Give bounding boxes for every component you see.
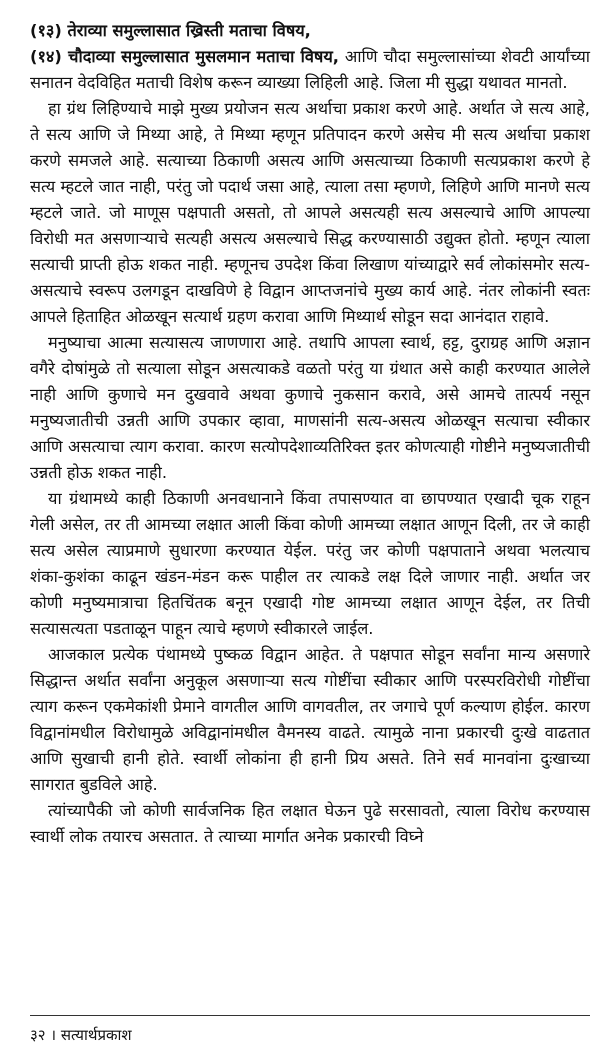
paragraph-2: मनुष्याचा आत्मा सत्यासत्य जाणणारा आहे. तथापि आपला स्वार्थ, हट्ट, दुराग्रह आणि अज्ञान वगैरे दोषांमुळे तो सत्याला सोडून असत्याकडे वळतो परंतु या ग्रंथात असे काही करण्यात आलेले नाही आणि कुणाचे मन दुखवावे अथवा कुणाचे नुकसान करावे, असे आमचे तात्पर्य नसून मनुष्यजातीची उन्नती आणि उपकार व्हावा, माणसांनी सत्य-असत्य ओळखून सत्याचा स्वीकार आणि असत्याचा त्याग करावा. कारण सत्योपदेशाव्यतिरिक्त इतर कोणत्याही गोष्टीने मनुष्यजातीची उन्नती होऊ शकत नाही.	[30, 333, 590, 482]
heading-chapter-14: (१४) चौदाव्या समुल्लासात मुसलमान मताचा विषय,	[30, 47, 339, 66]
paragraph-1: हा ग्रंथ लिहिण्याचे माझे मुख्य प्रयोजन सत्य अर्थाचा प्रकाश करणे आहे. अर्थात जे सत्य आहे, ते सत्य आणि जे मिथ्या आहे, ते मिथ्या म्हणून प्रतिपादन करणे असेच मी सत्य अर्थाचा प्रकाश करणे समजले आहे. सत्याच्या ठिकाणी असत्य आणि असत्याच्या ठिकाणी सत्यप्रकाश करणे हे सत्य म्हटले जात नाही, परंतु जो पदार्थ जसा आहे, त्याला तसा म्हणणे, लिहिणे आणि मानणे सत्य म्हटले जाते. जो माणूस पक्षपाती असतो, तो आपले असत्यही सत्य असल्याचे आणि आपल्या विरोधी मत असणाऱ्याचे सत्यही असत्य असल्याचे सिद्ध करण्यासाठी उद्युक्त होतो. म्हणून त्याला सत्याची प्राप्ती होऊ शकत नाही. म्हणूनच उपदेश किंवा लिखाण यांच्याद्वारे सर्व लोकांसमोर सत्य-असत्याचे स्वरूप उलगडून दाखविणे हे विद्वान आप्तजनांचे मुख्य कार्य आहे. नंतर लोकांनी स्वतः आपले हिताहित ओळखून सत्यार्थ ग्रहण करावा आणि मिथ्यार्थ सोडून सदा आनंदात राहावे.	[30, 99, 590, 326]
heading-chapter-14-paragraph	[30, 44, 590, 96]
page-footer: ३२ । सत्यार्थप्रकाश	[30, 1026, 132, 1044]
paragraph-3: या ग्रंथामध्ये काही ठिकाणी अनवधानाने किंवा तपासण्यात वा छापण्यात एखादी चूक राहून गेली असेल, तर ती आमच्या लक्षात आली किंवा कोणी आमच्या लक्षात आणून दिली, तर जे काही सत्य असेल त्याप्रमाणे सुधारणा करण्यात येईल. परंतु जर कोणी पक्षपाताने अथवा भलत्याच शंका-कुशंका काढून खंडन-मंडन करू पाहील तर त्याकडे लक्ष दिले जाणार नाही. अर्थात जर कोणी मनुष्यमात्राचा हितचिंतक बनून एखादी गोष्ट आमच्या लक्षात आणून देईल, तर तिची सत्यासत्यता पडताळून पाहून त्याचे म्हणणे स्वीकारले जाईल.	[30, 489, 590, 638]
page-body	[30, 18, 590, 850]
heading-chapter-14-tail: आणि चौदा समुल्लासांच्या शेवटी आर्यांच्या सनातन वेदविहित मताची विशेष करून व्याख्या लिहिली आहे. जिला मी सुद्धा यथावत मानतो.	[30, 47, 590, 92]
footer-divider	[30, 1015, 590, 1016]
heading-chapter-13: (१३) तेराव्या समुल्लासात ख्रिस्ती मताचा विषय,	[30, 21, 311, 40]
paragraph-5: त्यांच्यापैकी जो कोणी सार्वजनिक हित लक्षात घेऊन पुढे सरसावतो, त्याला विरोध करण्यास स्वार्थी लोक तयारच असतात. ते त्याच्या मार्गात अनेक प्रकारची विघ्ने	[30, 801, 590, 846]
paragraph-4: आजकाल प्रत्येक पंथामध्ये पुष्कळ विद्वान आहेत. ते पक्षपात सोडून सर्वांना मान्य असणारे सिद्धान्त अर्थात सर्वांना अनुकूल असणाऱ्या सत्य गोष्टींचा स्वीकार आणि परस्परविरोधी गोष्टींचा त्याग करून एकमेकांशी प्रेमाने वागतील आणि वागवतील, तर जगाचे पूर्ण कल्याण होईल. कारण विद्वानांमधील विरोधामुळे अविद्वानांमधील वैमनस्य वाढते. त्यामुळे नाना प्रकारची दुःखे वाढतात आणि सुखाची हानी होते. स्वार्थी लोकांना ही हानी प्रिय असते. तिने सर्व मानवांना दुःखाच्या सागरात बुडविले आहे.	[30, 645, 590, 794]
